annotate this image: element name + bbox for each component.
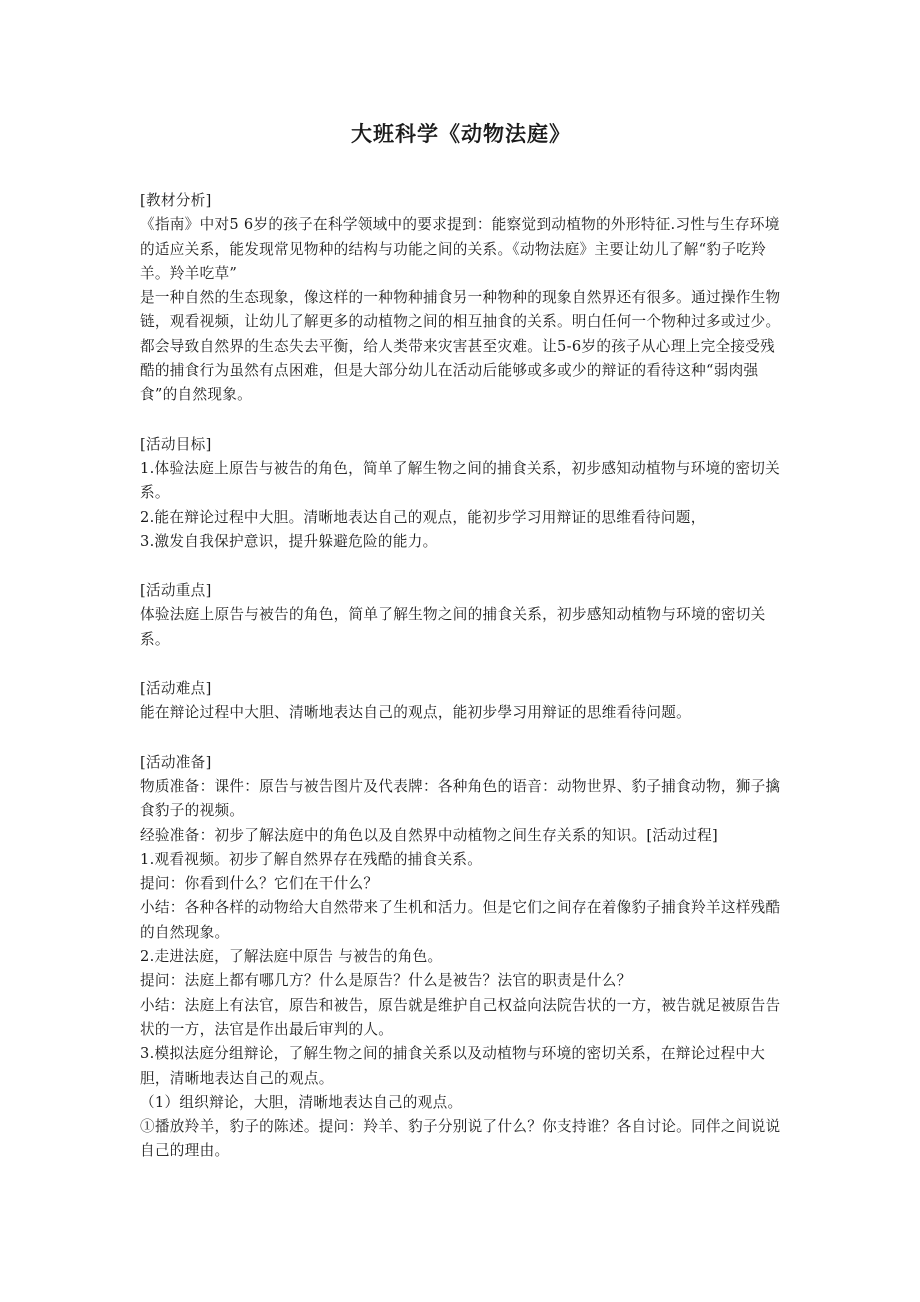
paragraph: 经验准备：初步了解法庭中的角色以及自然界中动植物之间生存关系的知识。[活动过程] — [140, 826, 718, 844]
section-heading: [活动准备] — [140, 753, 212, 771]
list-item: ①播放羚羊，豹子的陈述。提问：羚羊、豹子分别说了什么？你支持谁？各自讨论。同伴之间说说自己的理由。 — [140, 1118, 781, 1160]
list-item: （1）组织辩论，大胆，清晰地表达自己的观点。 — [140, 1093, 463, 1111]
section-material-analysis — [140, 189, 782, 408]
paragraph: 小结：法庭上有法官，原告和被告，原告就是维护自己权益向法院告状的一方，被告就足被原告告状的一方，法官是作出最后审判的人。 — [140, 996, 781, 1038]
section-key-points — [140, 579, 782, 652]
list-item: 1.观看视频。初步了解自然界存在残酷的捕食关系。 — [140, 850, 483, 868]
list-item: 2.能在辩论过程中大胆。清晰地表达自己的观点，能初步学习用辩证的思维看待问题， — [140, 508, 706, 526]
section-heading: [活动重点] — [140, 582, 212, 600]
section-heading: [教材分析] — [140, 192, 212, 209]
list-item: 3.激发自我保护意识，提升躲避危险的能力。 — [140, 532, 438, 550]
paragraph: 提问：你看到什么？它们在干什么？ — [140, 875, 379, 893]
section-heading: [活动目标] — [140, 435, 212, 453]
document-title: 大班科学《动物法庭》 — [351, 121, 571, 146]
paragraph: 是一种自然的生态现象，像这样的一种物种捕食另一种物种的现象自然界还有很多。通过操作生物链，观看视频，让幼儿了解更多的动植物之间的相互抽食的关系。明白任何一个物种过多或过少。都会导致自然界的生态失去平衡，给人类带来灾害甚至灾难。让5-6岁的孩子从心理上完全接受残酷的捕食行为虽然有点困难，但是大部分幼儿在活动后能够或多或少的辩证的看待这种“弱肉强食”的自然现象。 — [140, 289, 781, 404]
paragraph: 体验法庭上原告与被告的角色，简单了解生物之间的捕食关系，初步感知动植物与环境的密切关系。 — [140, 606, 766, 648]
list-item: 2.走进法庭，了解法庭中原告 与被告的角色。 — [140, 948, 443, 966]
paragraph: 《指南》中对5 6岁的孩子在科学领域中的要求提到：能察觉到动植物的外形特征.习性与生存环境的适应关系，能发现常见物种的结构与功能之间的关系。《动物法庭》主要让幼儿了解“豹子吃羚羊。羚羊吃草” — [140, 216, 780, 282]
section-heading: [活动难点] — [140, 680, 212, 698]
paragraph: 小结：各种各样的动物给大自然带来了生机和活力。但是它们之间存在着像豹子捕食羚羊这样残酷的自然现象。 — [140, 899, 781, 941]
list-item: 1.体验法庭上原告与被告的角色，简单了解生物之间的捕食关系，初步感知动植物与环境的密切关系。 — [140, 459, 781, 502]
section-activity-goals — [140, 433, 782, 554]
section-preparation-and-process — [140, 751, 782, 1164]
paragraph: 提问：法庭上都有哪几方？什么是原告？什么是被告？法官的职责是什么？ — [140, 972, 632, 990]
document-page — [140, 118, 782, 1189]
paragraph: 能在辩论过程中大胆、清晰地表达自己的观点，能初步學习用辩证的思维看待问题。 — [140, 704, 692, 722]
section-difficulties — [140, 677, 782, 726]
paragraph: 物质准备：课件：原告与被告图片及代表牌：各种角色的语音：动物世界、豹子捕食动物，狮子擒食豹子的视频。 — [140, 777, 781, 820]
list-item: 3.模拟法庭分组辩论，了解生物之间的捕食关系以及动植物与环境的密切关系，在辩论过程中大胆，清晰地表达自己的观点。 — [140, 1045, 766, 1087]
